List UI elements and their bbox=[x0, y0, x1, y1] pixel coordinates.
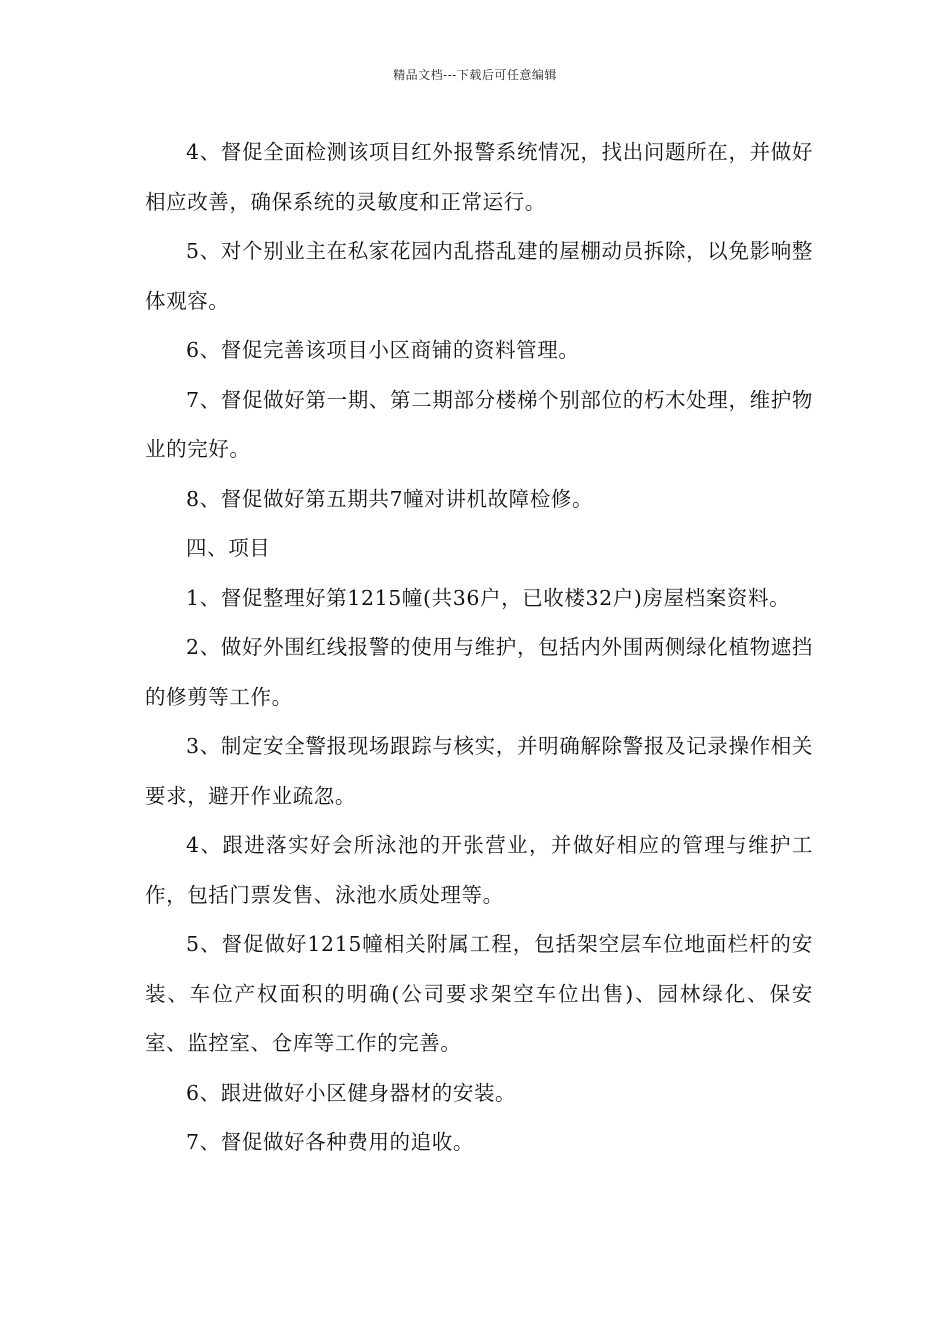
paragraph-item-8-intercom-repair: 8、督促做好第五期共7幢对讲机故障检修。 bbox=[186, 486, 594, 511]
paragraph-item-6-shop-records: 6、督促完善该项目小区商铺的资料管理。 bbox=[186, 338, 580, 362]
paragraph-project-7-fee-collection: 7、督促做好各种费用的追收。 bbox=[186, 1130, 474, 1154]
document-body bbox=[145, 128, 813, 1168]
section-heading-projects: 四、项目 bbox=[186, 536, 271, 560]
page-header: 精品文档---下载后可任意编辑 bbox=[393, 68, 557, 82]
paragraph-project-5-ancillary-works: 5、督促做好1215幢相关附属工程，包括架空层车位地面栏杆的安装、车位产权面积的明确(公司要求架空车位出售)、园林绿化、保安室、监控室、仓库等工作的完善。 bbox=[145, 932, 813, 1055]
paragraph-project-6-fitness-equipment: 6、跟进做好小区健身器材的安装。 bbox=[186, 1080, 517, 1105]
paragraph-project-4-pool: 4、跟进落实好会所泳池的开张营业，并做好相应的管理与维护工作，包括门票发售、泳池水质处理等。 bbox=[145, 833, 813, 907]
paragraph-item-4-alarm-check: 4、督促全面检测该项目红外报警系统情况，找出问题所在，并做好相应改善，确保系统的灵敏度和正常运行。 bbox=[145, 140, 813, 214]
paragraph-item-7-wood-repair: 7、督促做好第一期、第二期部分楼梯个别部位的朽木处理，维护物业的完好。 bbox=[145, 387, 813, 461]
paragraph-project-1-archives: 1、督促整理好第1215幢(共36户，已收楼32户)房屋档案资料。 bbox=[186, 585, 791, 610]
paragraph-project-2-perimeter-alarm: 2、做好外围红线报警的使用与维护，包括内外围两侧绿化植物遮挡的修剪等工作。 bbox=[145, 635, 813, 709]
paragraph-item-5-shed-removal: 5、对个别业主在私家花园内乱搭乱建的屋棚动员拆除，以免影响整体观容。 bbox=[145, 239, 813, 313]
paragraph-project-3-alarm-procedure: 3、制定安全警报现场跟踪与核实，并明确解除警报及记录操作相关要求，避开作业疏忽。 bbox=[145, 734, 813, 808]
